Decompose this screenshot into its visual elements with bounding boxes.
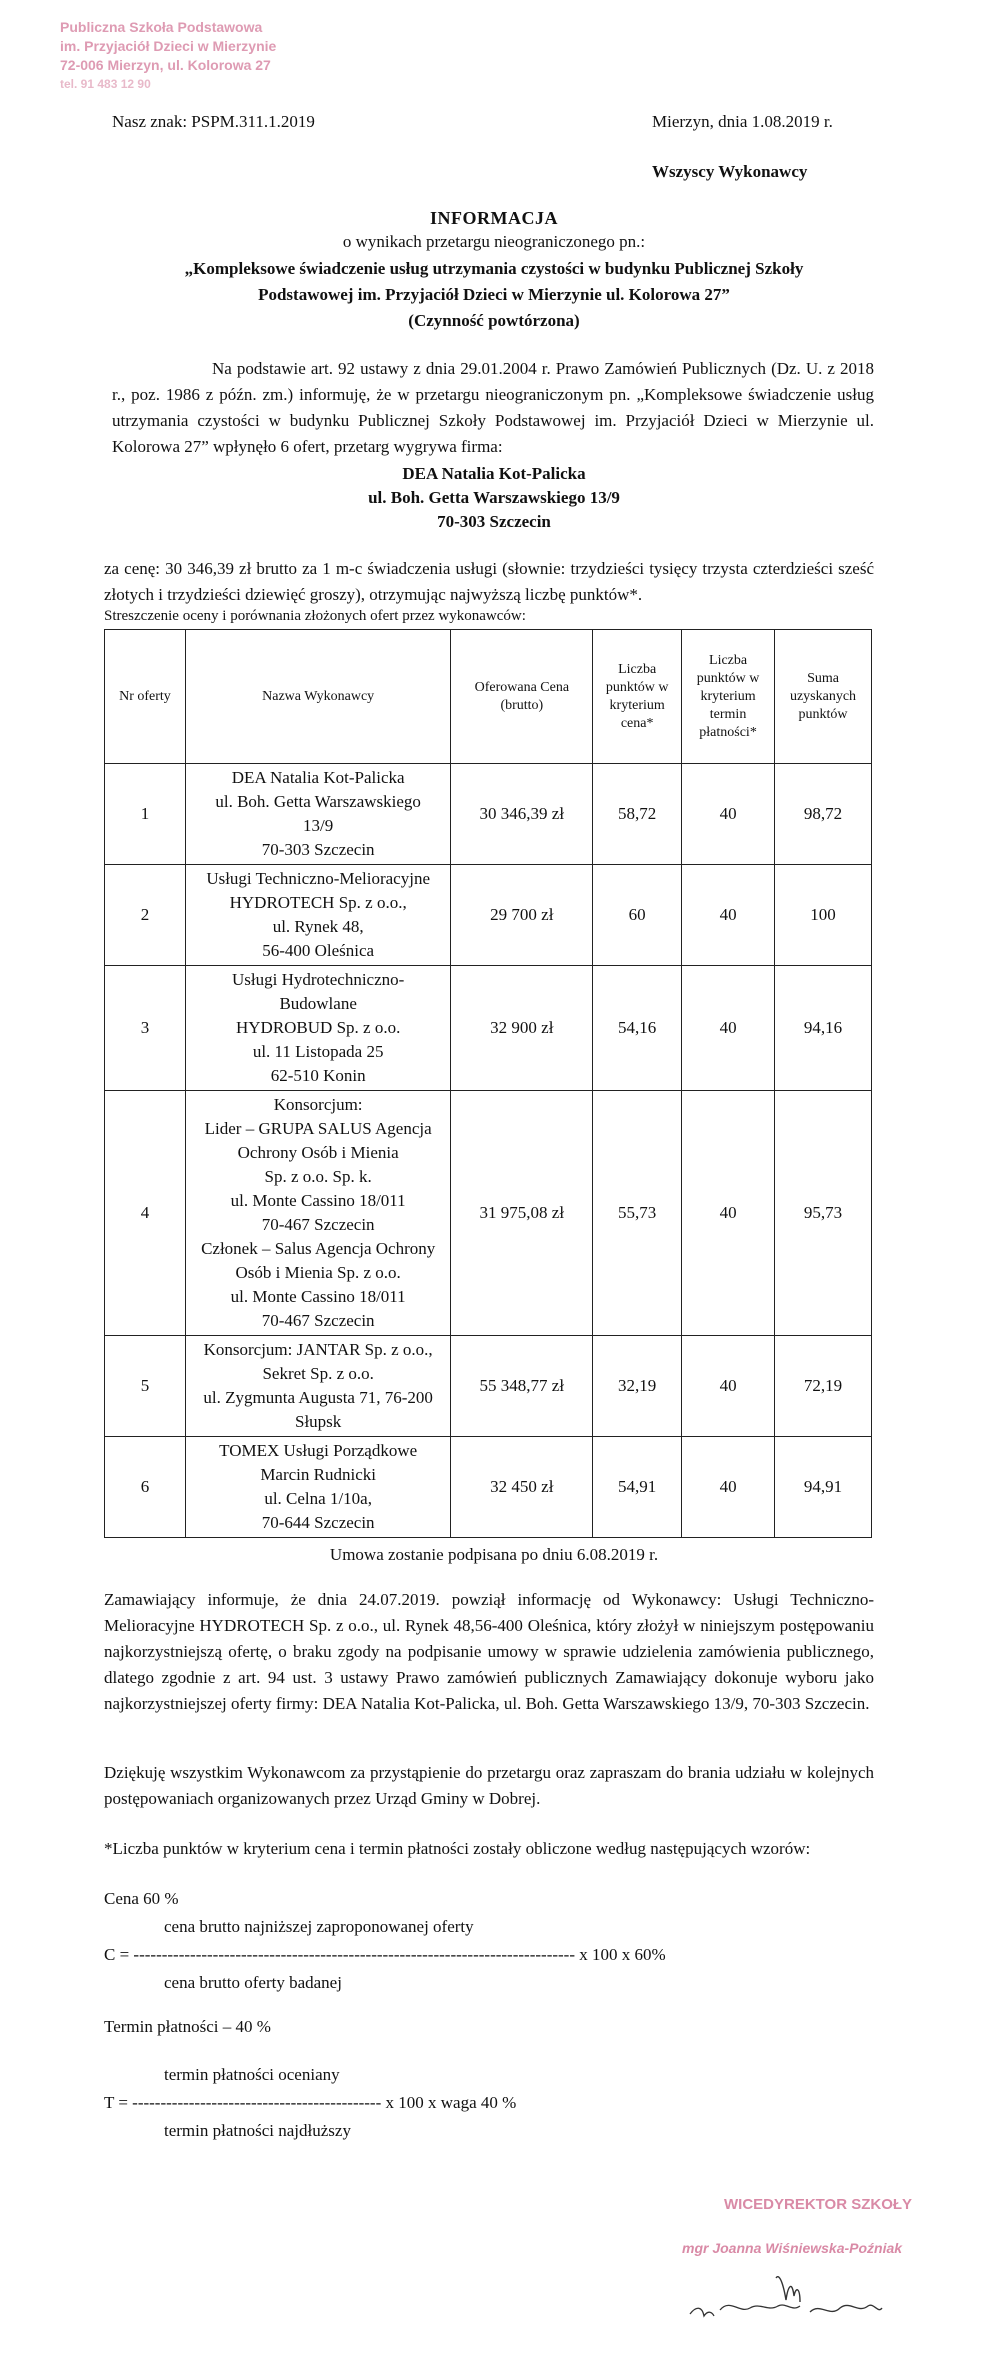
total-points-cell: 94,91 bbox=[775, 1437, 872, 1538]
stamp-line: tel. 91 483 12 90 bbox=[60, 77, 151, 91]
contractor-name-line: Ochrony Osób i Mienia bbox=[237, 1143, 399, 1162]
school-stamp bbox=[60, 18, 276, 94]
total-points-cell: 72,19 bbox=[775, 1336, 872, 1437]
price-cell: 55 348,77 zł bbox=[451, 1336, 593, 1437]
term-points-cell: 40 bbox=[682, 966, 775, 1091]
table-row bbox=[105, 1336, 872, 1437]
term-formula-denominator: termin płatności najdłuższy bbox=[164, 2121, 351, 2140]
price-cell: 32 900 zł bbox=[451, 966, 593, 1091]
contractor-name-line: ul. Rynek 48, bbox=[272, 917, 364, 936]
price-cell: 29 700 zł bbox=[451, 865, 593, 966]
footnote-intro: *Liczba punktów w kryterium cena i termin płatności zostały obliczone według następujących wzorów: bbox=[104, 1839, 811, 1858]
price-cell: 30 346,39 zł bbox=[451, 764, 593, 865]
total-points-cell: 94,16 bbox=[775, 966, 872, 1091]
signature-scribble bbox=[680, 2270, 890, 2330]
offer-number-cell: 2 bbox=[105, 865, 186, 966]
handwritten-signature bbox=[680, 2270, 890, 2330]
contractor-name-line: ul. Monte Cassino 18/011 bbox=[230, 1191, 406, 1210]
table-row bbox=[105, 966, 872, 1091]
winner-street: ul. Boh. Getta Warszawskiego 13/9 bbox=[368, 488, 620, 507]
term-points-cell: 40 bbox=[682, 764, 775, 865]
price-paragraph: za cenę: 30 346,39 zł brutto za 1 m-c świadczenia usługi (słownie: trzydzieści tysięcy trzysta czterdzieści sześć złotych i trzydzieści dziewięć groszy), otrzymując najwyższą liczbę punktów*. bbox=[104, 559, 874, 604]
contractor-name-line: Usługi Hydrotechniczno- bbox=[231, 970, 405, 989]
contractor-name-line: 70-303 Szczecin bbox=[261, 840, 375, 859]
tender-title-line: „Kompleksowe świadczenie usług utrzymania czystości w budynku Publicznej Szkoły bbox=[184, 259, 804, 278]
stamp-line: Publiczna Szkoła Podstawowa bbox=[60, 19, 263, 35]
term-points-cell: 40 bbox=[682, 1336, 775, 1437]
col-header: Nazwa Wykonawcy bbox=[185, 630, 451, 764]
contractor-name-line: HYDROBUD Sp. z o.o. bbox=[235, 1018, 401, 1037]
contractor-name-cell bbox=[185, 865, 451, 966]
contractor-name-line: Sekret Sp. z o.o. bbox=[262, 1364, 374, 1383]
contractor-name-line: ul. Celna 1/10a, bbox=[264, 1489, 372, 1508]
col-header: Oferowana Cena (brutto) bbox=[451, 630, 593, 764]
price-points-cell: 58,72 bbox=[593, 764, 682, 865]
tender-title-line: (Czynność powtórzona) bbox=[408, 311, 580, 330]
contractor-name-line: Członek – Salus Agencja Ochrony bbox=[201, 1239, 436, 1258]
tender-title bbox=[0, 256, 988, 334]
term-points-cell: 40 bbox=[682, 865, 775, 966]
contractor-name-cell bbox=[185, 1091, 451, 1336]
term-criterion-label: Termin płatności – 40 % bbox=[104, 2017, 271, 2036]
price-points-cell: 54,91 bbox=[593, 1437, 682, 1538]
price-points-cell: 54,16 bbox=[593, 966, 682, 1091]
col-header: Suma uzyskanych punktów bbox=[775, 630, 872, 764]
info-paragraph: Zamawiający informuje, że dnia 24.07.2019. powziął informację od Wykonawcy: Usługi Techniczno-Melioracyjne HYDROTECH Sp. z o.o., ul. Rynek 48,56-400 Oleśnica, który złożył w niniejszym postępowaniu najkorzystniejszą ofertę, o braku zgody na podpisanie umowy w sprawie udzielenia zamówienia publicznego, dlatego zgodnie z art. 94 ust. 3 ustawy Prawo zamówień publicznych Zamawiający dokonuje wyboru jako najkorzystniejszej oferty firmy: DEA Natalia Kot-Palicka, ul. Boh. Getta Warszawskiego 13/9, 70-303 Szczecin. bbox=[104, 1590, 874, 1713]
contractor-name-line: ul. Zygmunta Augusta 71, 76-200 bbox=[203, 1388, 433, 1407]
contractor-name-cell bbox=[185, 1437, 451, 1538]
contractor-name-line: ul. Boh. Getta Warszawskiego bbox=[215, 792, 421, 811]
offer-number-cell: 4 bbox=[105, 1091, 186, 1336]
contractor-name-line: Konsorcjum: bbox=[273, 1095, 363, 1114]
price-points-cell: 60 bbox=[593, 865, 682, 966]
price-formula-numerator: cena brutto najniższej zaproponowanej oferty bbox=[164, 1917, 474, 1936]
winner-name: DEA Natalia Kot-Palicka bbox=[402, 464, 586, 483]
offers-table bbox=[104, 629, 872, 1538]
intro-paragraph: Na podstawie art. 92 ustawy z dnia 29.01.2004 r. Prawo Zamówień Publicznych (Dz. U. z 2018 r., poz. 1986 z późn. zm.) informuję, że w przetargu nieograniczonym pn. „Kompleksowe świadczenie usług utrzymania czystości w budynku Publicznej Szkoły Podstawowej im. Przyjaciół Dzieci w Mierzynie ul. Kolorowa 27” wpłynęło 6 ofert, przetarg wygrywa firma: bbox=[112, 359, 874, 456]
contractor-name-line: DEA Natalia Kot-Palicka bbox=[231, 768, 405, 787]
offer-number-cell: 1 bbox=[105, 764, 186, 865]
price-formula: C = ------------------------------------------------------------------------------ x 100 x 60% bbox=[104, 1945, 666, 1964]
price-points-cell: 32,19 bbox=[593, 1336, 682, 1437]
reference-number: Nasz znak: PSPM.311.1.2019 bbox=[112, 112, 315, 131]
winner-city: 70-303 Szczecin bbox=[437, 512, 551, 531]
contractor-name-line: 70-644 Szczecin bbox=[261, 1513, 375, 1532]
price-cell: 31 975,08 zł bbox=[451, 1091, 593, 1336]
contractor-name-line: Budowlane bbox=[279, 994, 357, 1013]
summary-caption: Streszczenie oceny i porównania złożonych ofert przez wykonawców: bbox=[104, 608, 526, 624]
total-points-cell: 100 bbox=[775, 865, 872, 966]
thanks-paragraph: Dziękuję wszystkim Wykonawcom za przystąpienie do przetargu oraz zapraszam do brania udziału w kolejnych postępowaniach organizowanych przez Urząd Gminy w Dobrej. bbox=[104, 1763, 874, 1808]
col-header: Nr oferty bbox=[105, 630, 186, 764]
contract-note: Umowa zostanie podpisana po dniu 6.08.2019 r. bbox=[329, 1545, 659, 1564]
stamp-line: 72-006 Mierzyn, ul. Kolorowa 27 bbox=[60, 57, 271, 73]
document-subheading: o wynikach przetargu nieograniczonego pn.: bbox=[342, 232, 646, 251]
contractor-name-line: 62-510 Konin bbox=[270, 1066, 366, 1085]
col-header: Liczba punktów w kryterium termin płatności* bbox=[682, 630, 775, 764]
contractor-name-cell bbox=[185, 966, 451, 1091]
price-formula-denominator: cena brutto oferty badanej bbox=[164, 1973, 342, 1992]
contractor-name-line: Usługi Techniczno-Melioracyjne bbox=[206, 869, 430, 888]
col-header: Liczba punktów w kryterium cena* bbox=[593, 630, 682, 764]
table-row bbox=[105, 1091, 872, 1336]
contractor-name-line: Osób i Mienia Sp. z o.o. bbox=[235, 1263, 401, 1282]
term-formula: T = -------------------------------------------- x 100 x waga 40 % bbox=[104, 2093, 517, 2112]
price-criterion-label: Cena 60 % bbox=[104, 1889, 179, 1908]
contractor-name-line: ul. 11 Listopada 25 bbox=[252, 1042, 384, 1061]
winner-block bbox=[0, 462, 988, 534]
stamp-line: im. Przyjaciół Dzieci w Mierzynie bbox=[60, 38, 277, 54]
place-date: Mierzyn, dnia 1.08.2019 r. bbox=[652, 112, 833, 131]
term-formula-numerator: termin płatności oceniany bbox=[164, 2065, 340, 2084]
offer-number-cell: 3 bbox=[105, 966, 186, 1091]
contractor-name-line: Słupsk bbox=[295, 1412, 342, 1431]
price-cell: 32 450 zł bbox=[451, 1437, 593, 1538]
contractor-name-line: HYDROTECH Sp. z o.o., bbox=[229, 893, 407, 912]
contractor-name-line: ul. Monte Cassino 18/011 bbox=[230, 1287, 406, 1306]
contractor-name-line: TOMEX Usługi Porządkowe bbox=[219, 1441, 418, 1460]
tender-title-line: Podstawowej im. Przyjaciół Dzieci w Mierzynie ul. Kolorowa 27” bbox=[258, 285, 730, 304]
contractor-name-cell bbox=[185, 1336, 451, 1437]
term-points-cell: 40 bbox=[682, 1091, 775, 1336]
table-row bbox=[105, 1437, 872, 1538]
contractor-name-cell bbox=[185, 764, 451, 865]
contractor-name-line: Sp. z o.o. Sp. k. bbox=[264, 1167, 372, 1186]
total-points-cell: 98,72 bbox=[775, 764, 872, 865]
signature-title: WICEDYREKTOR SZKOŁY bbox=[724, 2196, 913, 2213]
contractor-name-line: 56-400 Oleśnica bbox=[262, 941, 375, 960]
signature-name: mgr Joanna Wiśniewska-Poźniak bbox=[682, 2240, 903, 2256]
contractor-name-line: Marcin Rudnicki bbox=[260, 1465, 376, 1484]
contractor-name-line: 70-467 Szczecin bbox=[261, 1311, 375, 1330]
table-row bbox=[105, 865, 872, 966]
contractor-name-line: Konsorcjum: JANTAR Sp. z o.o., bbox=[203, 1340, 433, 1359]
offer-number-cell: 6 bbox=[105, 1437, 186, 1538]
recipients: Wszyscy Wykonawcy bbox=[652, 162, 808, 181]
offer-number-cell: 5 bbox=[105, 1336, 186, 1437]
table-header-row bbox=[105, 630, 872, 764]
term-points-cell: 40 bbox=[682, 1437, 775, 1538]
price-points-cell: 55,73 bbox=[593, 1091, 682, 1336]
total-points-cell: 95,73 bbox=[775, 1091, 872, 1336]
contractor-name-line: 13/9 bbox=[303, 816, 334, 835]
document-heading: INFORMACJA bbox=[430, 208, 558, 228]
contractor-name-line: Lider – GRUPA SALUS Agencja bbox=[204, 1119, 432, 1138]
table-row bbox=[105, 764, 872, 865]
contractor-name-line: 70-467 Szczecin bbox=[261, 1215, 375, 1234]
